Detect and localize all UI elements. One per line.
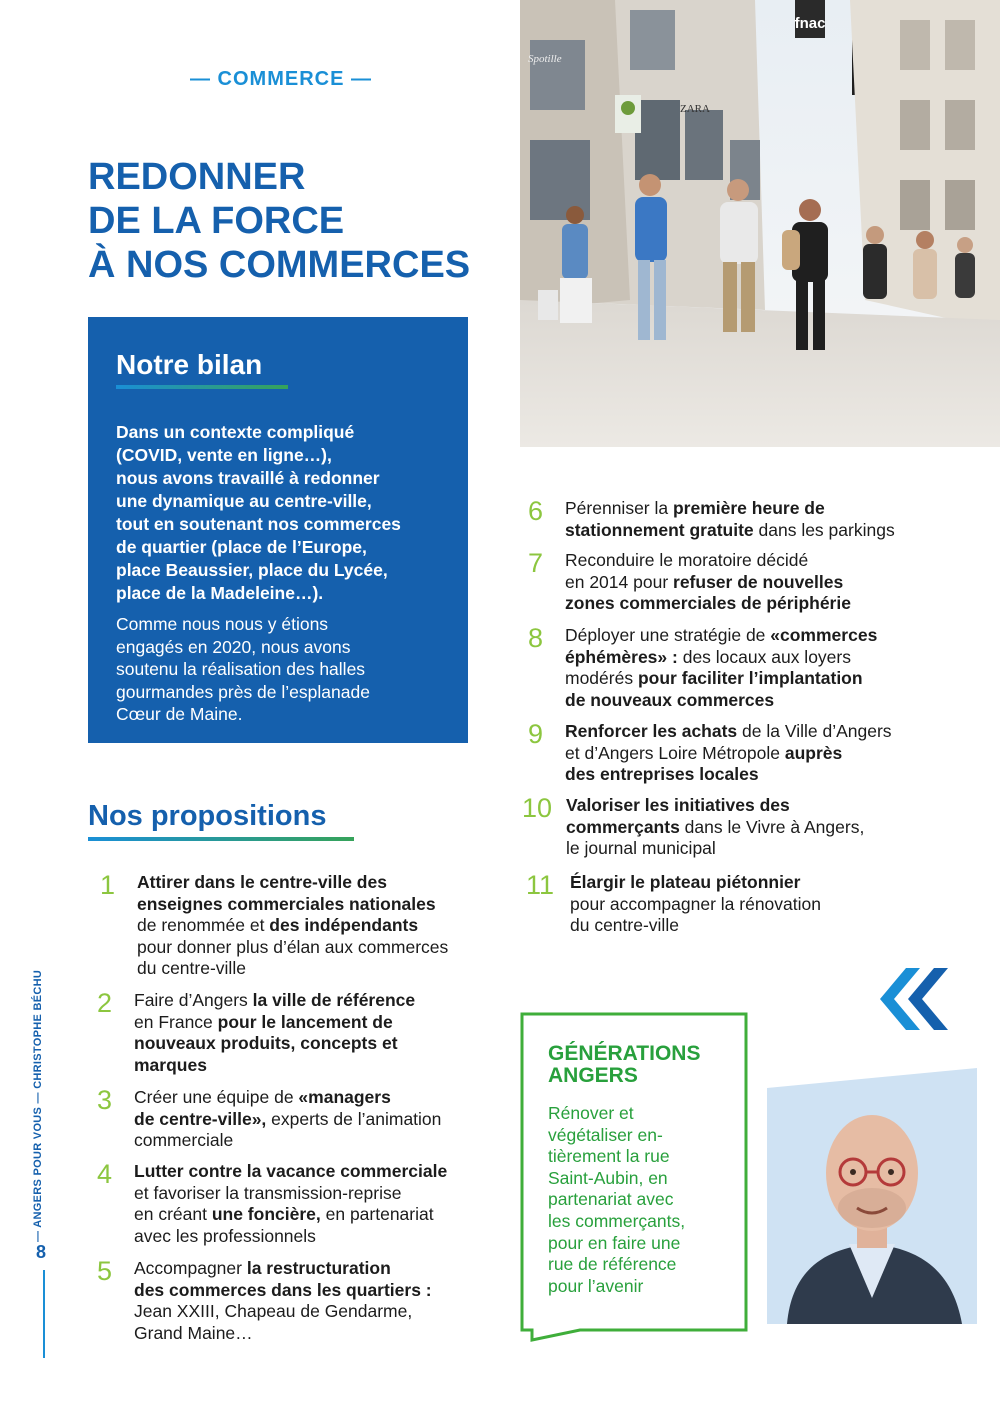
text-line [134,990,497,1012]
text-line [134,1087,497,1109]
text-line [134,1226,497,1248]
text-regular: Reconduire le moratoire décidé [565,550,809,570]
proposal-item [522,795,958,860]
storefront-sign: Spotille [528,53,562,65]
text-line: pour l’avenir [548,1275,644,1296]
text-line: végétaliser en- [548,1124,663,1145]
text-bold: de centre-ville», [134,1108,267,1129]
proposal-text [137,872,500,980]
text-bold: nouveaux produits, concepts et [134,1033,398,1054]
proposal-number: 2 [97,988,113,1018]
text-line [570,894,958,916]
text-bold: de nouveaux commerces [565,689,775,710]
text-line: partenariat avec [548,1189,674,1210]
text-line [134,1301,497,1323]
proposal-item [97,990,497,1076]
text-regular: Jean XXIII, Chapeau de Gendarme, [134,1301,413,1322]
proposal-item [528,625,958,711]
title-line: ANGERS [548,1064,638,1087]
proposal-text [565,721,958,786]
text-line [134,1109,497,1131]
text-bold: Élargir le plateau piétonnier [570,872,801,892]
title-line: DE LA FORCE [88,200,345,242]
text-line [565,690,958,712]
text-line [134,1183,497,1205]
text-line [566,795,958,817]
text-line [134,1130,497,1152]
proposal-text [134,1258,497,1344]
proposal-number: 4 [97,1159,113,1189]
text-bold: stationnement gratuite [565,519,754,540]
text-line [565,520,958,542]
text-line: tièrement la rue [548,1146,670,1167]
text-line: les commerçants, [548,1210,686,1231]
text-bold: éphémères» : [565,646,678,667]
sidebar-line [43,1270,45,1358]
street-photo [520,0,1000,447]
text-line: nous avons travaillé à redonner [116,468,380,488]
text-line: rue de référence [548,1254,677,1275]
proposal-text [134,990,497,1076]
proposal-number: 1 [100,870,116,900]
proposal-number: 3 [97,1085,113,1115]
proposal-number: 5 [97,1256,113,1286]
text-line [566,838,958,860]
proposal-item [100,872,500,980]
proposal-number: 7 [528,548,544,578]
text-bold: «managers [298,1087,391,1107]
text-bold: première heure de [672,498,825,518]
text-line [565,764,958,786]
propositions-heading: Nos propositions [88,800,327,832]
text-line [565,743,958,765]
text-regular: et favoriser la transmission-reprise [134,1182,402,1203]
text-line: de quartier (place de l’Europe, [116,537,367,557]
text-line: Dans un contexte compliqué [116,422,355,442]
text-line [565,550,958,572]
text-line: soutenu la réalisation des halles [116,659,366,679]
text-bold: zones commerciales de périphérie [565,593,851,614]
candidate-portrait [767,1068,977,1324]
generations-text [548,1103,728,1297]
chevron-left-icon [876,968,952,1030]
text-bold: enseignes commerciales nationales [137,893,436,914]
propositions-header [88,800,354,841]
text-line: Cœur de Maine. [116,704,243,724]
section-tag: — COMMERCE — [190,68,372,90]
text-line: Rénover et [548,1103,634,1123]
text-line [570,915,958,937]
text-regular: pour donner plus d’élan aux commerces [137,936,449,957]
bilan-strong-text [116,421,442,605]
proposal-number: 8 [528,623,544,653]
text-regular: experts de l’animation [266,1108,442,1129]
text-line [565,647,958,669]
storefront-sign: ZARA [680,103,710,115]
proposal-item [97,1258,497,1344]
proposal-text [566,795,958,860]
text-regular: le journal municipal [566,838,716,859]
text-regular: Créer une équipe de [134,1087,299,1107]
text-line [566,817,958,839]
text-line [570,872,958,894]
text-regular: avec les professionnels [134,1225,316,1246]
text-line [134,1033,497,1055]
text-line [134,1258,497,1280]
text-regular: Déployer une stratégie de [565,625,771,645]
text-regular: en 2014 pour [565,571,674,592]
text-regular: en partenariat [320,1204,434,1225]
text-regular: du centre-ville [137,958,246,979]
text-regular: modérés [565,668,638,689]
text-line [137,915,500,937]
text-line [134,1055,497,1077]
text-regular: du centre-ville [570,915,679,936]
proposal-number: 11 [526,870,555,900]
street-illustration [520,0,1000,447]
text-line: tout en soutenant nos commerces [116,514,401,534]
text-regular: des locaux aux loyers [677,646,851,667]
text-bold: «commerces [770,625,878,645]
text-bold: la restructuration [246,1258,391,1278]
proposal-text [565,550,958,615]
text-bold: une foncière, [211,1204,321,1225]
text-regular: Faire d’Angers [134,990,253,1010]
proposal-text [565,498,958,541]
text-regular: pour accompagner la rénovation [570,893,821,914]
text-line [565,498,958,520]
text-regular: de renommée et [137,915,270,936]
sidebar-label: — ANGERS POUR VOUS — CHRISTOPHE BÉCHU [32,969,44,1242]
proposal-item [528,721,958,786]
proposal-item [97,1087,497,1152]
text-regular: Grand Maine… [134,1322,253,1343]
text-regular: Accompagner [134,1258,247,1278]
page-title [88,155,470,287]
proposal-item [528,550,958,615]
text-line [137,937,500,959]
text-bold: Valoriser les initiatives des [566,795,790,815]
text-line: gourmandes près de l’esplanade [116,681,370,702]
text-bold: auprès [784,742,843,763]
text-line [565,593,958,615]
title-line: À NOS COMMERCES [88,244,471,286]
text-regular: de la Ville d’Angers [737,721,892,741]
text-line [565,668,958,690]
text-line [137,872,500,894]
proposal-item [528,498,958,541]
text-bold: la ville de référence [252,990,416,1010]
text-line [137,958,500,980]
text-line: place de la Madeleine…). [116,583,324,603]
text-line [134,1323,497,1345]
text-regular: et d’Angers Loire Métropole [565,742,785,763]
text-bold: pour le lancement de [217,1011,393,1032]
text-regular: commerciale [134,1130,234,1151]
title-line: REDONNER [88,156,306,198]
text-bold: des indépendants [269,915,419,936]
text-regular: en créant [134,1204,212,1225]
propositions-underline [88,837,354,841]
text-bold: commerçants [566,816,680,837]
text-bold: Renforcer les achats [565,721,738,741]
text-regular: Pérenniser la [565,498,673,518]
bilan-heading: Notre bilan [116,349,263,380]
text-regular: en France [134,1011,218,1032]
text-line: engagés en 2020, nous avons [116,636,351,657]
proposal-item [526,872,958,937]
text-line [134,1012,497,1034]
bilan-text [116,613,442,726]
proposal-text [134,1161,497,1247]
text-regular: dans le Vivre à Angers, [679,816,865,837]
text-line: place Beaussier, place du Lycée, [116,560,388,580]
text-bold: Attirer dans le centre-ville des [137,872,387,892]
bilan-box [88,317,468,743]
text-line: une dynamique au centre-ville, [116,491,372,511]
proposal-text [565,625,958,711]
proposal-text [570,872,958,937]
text-bold: des entreprises locales [565,764,759,785]
bilan-underline [116,385,288,389]
proposal-item [97,1161,497,1247]
storefront-sign: fnac [794,15,826,32]
generations-title [548,1043,738,1087]
text-line [134,1204,497,1226]
text-bold: des commerces dans les quartiers : [134,1279,432,1300]
proposal-number: 6 [528,496,544,526]
text-line [565,721,958,743]
text-line [565,572,958,594]
proposal-number: 10 [522,793,553,823]
text-bold: pour faciliter l’implantation [637,668,863,689]
text-bold: marques [134,1054,207,1075]
text-line [134,1280,497,1302]
text-bold: refuser de nouvelles [673,571,844,592]
text-line [565,625,958,647]
text-line: Comme nous nous y étions [116,614,329,634]
text-line [137,894,500,916]
text-line [134,1161,497,1183]
proposal-number: 9 [528,719,544,749]
text-line: Saint-Aubin, en [548,1167,668,1188]
proposal-text [134,1087,497,1152]
text-regular: dans les parkings [753,519,895,540]
title-line: GÉNÉRATIONS [548,1042,701,1065]
page-number: 8 [36,1242,47,1262]
text-bold: Lutter contre la vacance commerciale [134,1161,448,1181]
text-line: (COVID, vente en ligne…), [116,445,332,465]
text-line: pour en faire une [548,1232,681,1253]
